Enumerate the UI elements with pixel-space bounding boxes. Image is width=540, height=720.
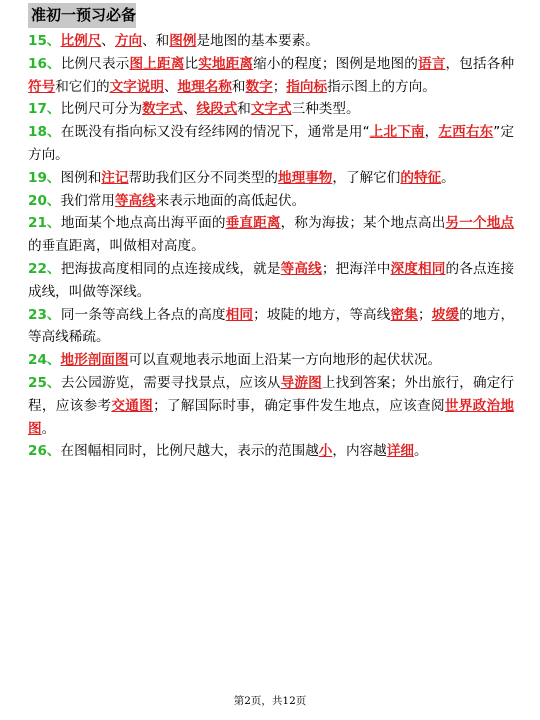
item-text: 可以直观地表示地面上沿某一方向地形的起伏状况。 bbox=[128, 352, 442, 369]
item-text: 是地图的基本要素。 bbox=[196, 33, 319, 49]
page-number: 第2页，共12页 bbox=[233, 695, 307, 707]
item-text: 和 bbox=[237, 101, 251, 118]
key-term: 另一个地点 bbox=[445, 215, 515, 232]
item-text: 。 bbox=[413, 443, 428, 460]
list-item bbox=[28, 98, 514, 121]
item-number: 15、 bbox=[28, 33, 61, 49]
item-text: ； bbox=[272, 78, 287, 95]
item-text: 和 bbox=[231, 78, 246, 95]
key-term: 的特征 bbox=[400, 169, 442, 186]
item-text: ，了解它们 bbox=[332, 169, 401, 186]
item-text: ，称为海拔；某个地点高出 bbox=[280, 215, 446, 232]
item-text: 比 bbox=[184, 55, 199, 72]
item-number: 19、 bbox=[28, 169, 61, 186]
key-term: 语言 bbox=[418, 55, 446, 72]
key-term: 符号 bbox=[28, 78, 56, 95]
list-item bbox=[28, 372, 514, 440]
item-text: ，包括各种 bbox=[445, 55, 515, 72]
key-term: 深度相同 bbox=[390, 260, 446, 277]
key-term: 指向标 bbox=[286, 78, 328, 95]
item-text: ；了解国际时事，确定事件发生地点，应该查阅 bbox=[153, 397, 445, 414]
key-term: 数字 bbox=[245, 78, 273, 95]
item-text: 。 bbox=[441, 169, 455, 186]
key-term: 方向 bbox=[114, 33, 143, 49]
item-text: 缩小的程度；图例是地图的 bbox=[253, 55, 419, 72]
item-text: 来表示地面的高低起伏。 bbox=[155, 192, 306, 209]
item-text: 帮助我们区分不同类型的 bbox=[128, 169, 279, 186]
item-text: 图例和 bbox=[60, 169, 102, 186]
item-text: ；坡陡的地方，等高线 bbox=[253, 306, 391, 323]
item-number: 24、 bbox=[28, 352, 61, 369]
key-term: 比例尺 bbox=[60, 33, 102, 49]
key-term: 详细 bbox=[386, 443, 414, 460]
item-text: 去公园游览，需要寻找景点，应该从 bbox=[60, 374, 281, 391]
item-text: 、 bbox=[163, 78, 178, 95]
key-term: 注记 bbox=[101, 169, 129, 186]
item-number: 22、 bbox=[28, 260, 61, 277]
item-text: 的垂直距离，叫做相对高度。 bbox=[28, 238, 205, 255]
item-number: 23、 bbox=[28, 306, 61, 323]
key-term: 左西右东 bbox=[438, 124, 494, 141]
key-term: 交通图 bbox=[111, 397, 154, 414]
item-number: 20、 bbox=[28, 192, 61, 209]
item-text: 把海拔高度相同的点连接成线，就是 bbox=[60, 260, 281, 277]
key-term: 导游图 bbox=[280, 374, 322, 391]
item-text: 比例尺表示 bbox=[60, 55, 130, 72]
item-text: 、和 bbox=[142, 33, 170, 49]
list-item bbox=[28, 304, 514, 350]
item-text: 、 bbox=[101, 33, 115, 49]
item-number: 16、 bbox=[28, 55, 61, 72]
item-text: ；把海洋中 bbox=[321, 260, 391, 277]
list-item bbox=[28, 30, 514, 53]
item-text: ，内容越 bbox=[332, 443, 387, 460]
key-term: 坡缓 bbox=[431, 306, 460, 323]
key-term: 地形剖面图 bbox=[60, 352, 129, 369]
item-number: 25、 bbox=[28, 374, 61, 391]
key-term: 垂直距离 bbox=[225, 215, 281, 232]
item-text: 上找到答案；外出旅行，确定行程，应该参考 bbox=[28, 374, 515, 414]
item-text: 、 bbox=[182, 101, 197, 118]
key-term: 文字式 bbox=[250, 101, 292, 118]
item-number: 17、 bbox=[28, 101, 61, 118]
key-term: 图例 bbox=[169, 33, 197, 49]
key-term: 数字式 bbox=[142, 101, 183, 118]
key-term: 上北下南 bbox=[369, 124, 425, 141]
list-item bbox=[28, 349, 514, 372]
section-heading: 准初一预习必备 bbox=[28, 3, 136, 28]
list-item bbox=[28, 258, 514, 304]
list-item bbox=[28, 190, 514, 213]
item-number: 21、 bbox=[28, 215, 61, 232]
item-text: 同一条等高线上各点的高度 bbox=[60, 306, 226, 323]
key-term: 等高线 bbox=[114, 192, 156, 209]
key-term: 世界政治地图 bbox=[28, 397, 515, 437]
item-text: 的地方，等高线稀疏。 bbox=[28, 306, 515, 346]
item-text: ”定方向。 bbox=[28, 124, 515, 163]
key-term: 地理事物 bbox=[278, 169, 333, 186]
item-text: 指示图上的方向。 bbox=[327, 78, 436, 95]
key-term: 相同 bbox=[225, 306, 254, 323]
key-term: 文字说明 bbox=[109, 78, 164, 95]
key-term: 实地距离 bbox=[198, 55, 254, 72]
key-term: 小 bbox=[318, 443, 333, 460]
key-term: 图上距离 bbox=[129, 55, 185, 72]
item-text: 的各点连接成线，叫做等深线。 bbox=[28, 260, 515, 300]
key-term: 地理名称 bbox=[177, 78, 232, 95]
knowledge-list bbox=[28, 30, 514, 463]
list-item bbox=[28, 440, 514, 463]
list-item bbox=[28, 167, 514, 190]
key-term: 密集 bbox=[390, 306, 419, 323]
item-text: ， bbox=[424, 124, 439, 141]
list-item bbox=[28, 121, 514, 167]
item-text: 在既没有指向标又没有经纬网的情况下，通常是用“ bbox=[60, 124, 370, 141]
list-item bbox=[28, 53, 514, 99]
item-text: 和它们的 bbox=[55, 78, 110, 95]
key-term: 线段式 bbox=[196, 101, 238, 118]
item-text: 。 bbox=[41, 420, 56, 437]
list-item bbox=[28, 212, 514, 258]
item-text: ； bbox=[418, 306, 432, 323]
item-text: 地面某个地点高出海平面的 bbox=[60, 215, 226, 232]
item-text: 三种类型。 bbox=[291, 101, 360, 118]
item-number: 26、 bbox=[28, 443, 61, 460]
item-text: 比例尺可分为 bbox=[60, 101, 143, 118]
item-text: 我们常用 bbox=[60, 192, 115, 209]
key-term: 等高线 bbox=[280, 260, 322, 277]
item-text: 在图幅相同时，比例尺越大，表示的范围越 bbox=[60, 443, 319, 460]
item-number: 18、 bbox=[28, 124, 61, 141]
